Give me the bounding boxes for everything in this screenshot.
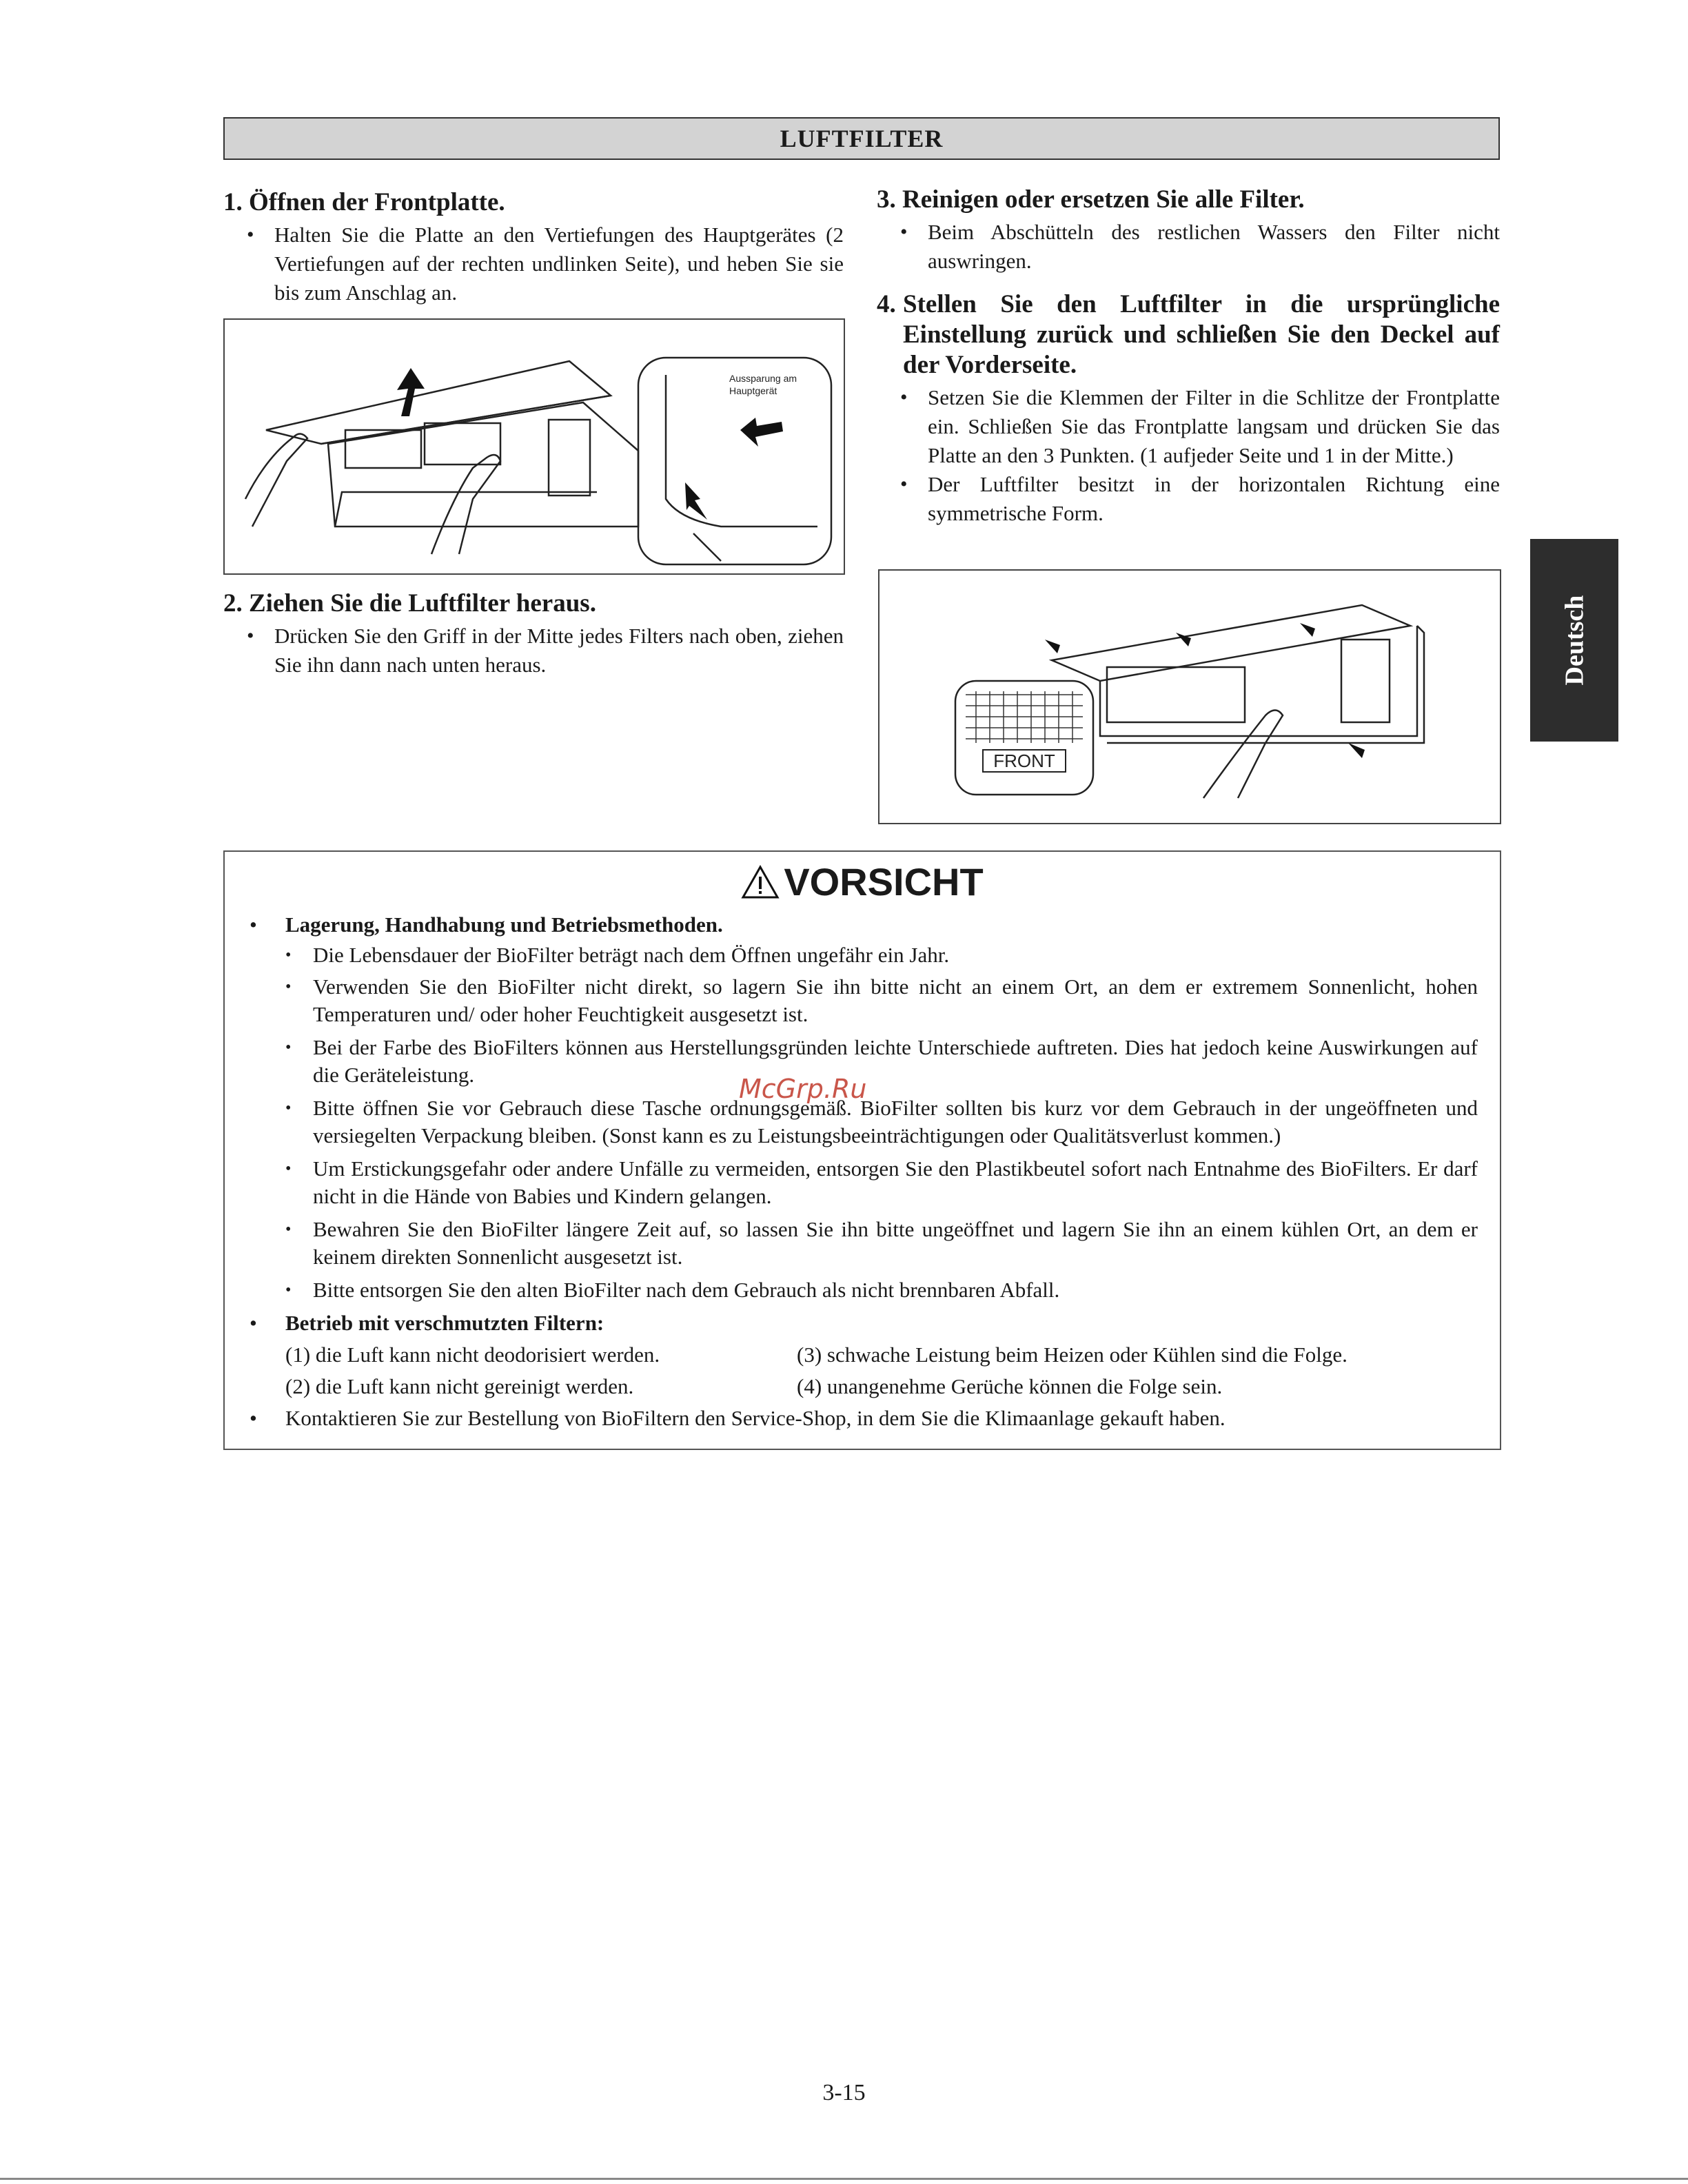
caution-box: VORSICHT • Lagerung, Handhabung und Betriebsmethoden. • Die Lebensdauer der BioFilter beträgt nach dem Öffnen ungefähr ein Jahr. • Verwenden Sie den BioFilter nicht direkt, so lagern Sie ihn bitte nicht an einem Ort, an dem er extremem Sonnenlicht, hohen Temperaturen und/ oder hoher Feuchtigkeit ausgesetzt ist. • Bei der Farbe des BioFilters können aus Herstellungsgründen leichte Unterschiede auftreten. Dies hat jedoch keine Auswirkungen auf die Geräteleistung. • Bitte öffnen Sie vor Gebrauch diese Tasche ordnungsgemäß. BioFilter sollten bis kurz vor dem Gebrauch in der ungeöffneten und versiegelten Verpackung bleiben. (Sonst kann es zu Leistungsbeeinträchtigungen oder Qualitätsverlust kommen.) • Um Erstickungsgefahr oder andere Unfälle zu vermeiden, entsorgen Sie den Plastikbeutel sofort nach Entnahme des BioFilters. Er darf nicht in die Hände von Babies und Kindern gelangen. • Bewahren Sie den BioFilter längere Zeit auf, so lassen Sie ihn bitte ungeöffnet und lagern Sie ihn an einem kühlen Ort, an dem er keinem direkten Sonnenlicht ausgesetzt ist. • Bitte entsorgen Sie den alten BioFilter nach dem Gebrauch als nicht brennbaren Abfall. • Betrieb mit verschmutzten Filtern: (1) die Luft kann nicht deodorisiert werden. (2) die Luft kann nicht gereinigt werden. (3) schwache Leistung beim Heizen oder Kühlen sind die Folge. (4) unangenehme Gerüche können die Folge sein. • Kontaktieren Sie zur Bestellung von BioFiltern den Service-Shop, in dem Sie die Klimaanlage gekauft haben. bbox=[223, 850, 1501, 1450]
figure-label-line2: Hauptgerät bbox=[729, 385, 777, 396]
section-2-title: 2. Ziehen Sie die Luftfilter heraus. bbox=[223, 589, 596, 618]
filter-insertion-illustration bbox=[879, 571, 1500, 823]
bullet: • Halten Sie die Platte an den Vertiefungen des Hauptgerätes (2 Vertiefungen auf der rechten undlinken Seite), und heben Sie sie bis zum Anschlag an. bbox=[223, 221, 844, 307]
bullet: • Beim Abschütteln des restlichen Wassers den Filter nicht auswringen. bbox=[877, 218, 1500, 276]
bullet: • Drücken Sie den Griff in der Mitte jedes Filters nach oben, ziehen Sie ihn dann nach unten heraus. bbox=[223, 622, 844, 680]
caution-sub-item: • Die Lebensdauer der BioFilter beträgt nach dem Öffnen ungefähr ein Jahr. bbox=[285, 943, 950, 967]
page-number: 3-15 bbox=[822, 2080, 866, 2105]
caution-sub-item: • Um Erstickungsgefahr oder andere Unfälle zu vermeiden, entsorgen Sie den Plastikbeutel sofort nach Entnahme des BioFilters. Er darf nicht in die Hände von Babies und Kindern gelangen. bbox=[285, 1156, 1478, 1208]
caution-sub-item: • Bitte entsorgen Sie den alten BioFilter nach dem Gebrauch als nicht brennbaren Abfall. bbox=[285, 1278, 1060, 1302]
front-label: FRONT bbox=[993, 751, 1055, 771]
section-2-bullets bbox=[223, 622, 844, 680]
language-tab: Deutsch bbox=[1530, 539, 1618, 742]
section-3 bbox=[877, 185, 1500, 276]
caution-effect-2: (2) die Luft kann nicht gereinigt werden. bbox=[285, 1374, 634, 1398]
caution-sub-item: • Verwenden Sie den BioFilter nicht direkt, so lagern Sie ihn bitte nicht an einem Ort, an dem er extremem Sonnenlicht, hohen Temperaturen und/ oder hoher Feuchtigkeit ausgesetzt ist. bbox=[285, 974, 1478, 1026]
caution-sub-item: • Bei der Farbe des BioFilters können aus Herstellungsgründen leichte Unterschiede auftreten. Dies hat jedoch keine Auswirkungen auf die Geräteleistung. bbox=[285, 1035, 1478, 1087]
section-4-title: 4. Stellen Sie den Luftfilter in die ursprüngliche Einstellung zurück und schließen Sie den Deckel auf der Vorderseite. bbox=[877, 290, 1500, 379]
caution-sub-item: • Bitte öffnen Sie vor Gebrauch diese Tasche ordnungsgemäß. BioFilter sollten bis kurz vor dem Gebrauch in der ungeöffneten und versiegelten Verpackung bleiben. (Sonst kann es zu Leistungsbeeinträchtigungen oder Qualitätsverlust kommen.) bbox=[285, 1096, 1478, 1147]
watermark: McGrp.Ru bbox=[739, 1074, 867, 1104]
caution-title: VORSICHT bbox=[225, 860, 1500, 904]
section-3-title: 3. Reinigen oder ersetzen Sie alle Filter. bbox=[877, 185, 1305, 214]
section-3-bullets bbox=[877, 218, 1500, 276]
caution-effect-1: (1) die Luft kann nicht deodorisiert werden. bbox=[285, 1343, 660, 1367]
figure-label-line1: Aussparung am bbox=[729, 373, 797, 384]
bottom-rule bbox=[0, 2178, 1688, 2180]
caution-sub-item: • Bewahren Sie den BioFilter längere Zeit auf, so lassen Sie ihn bitte ungeöffnet und lagern Sie ihn an einem kühlen Ort, an dem er keinem direkten Sonnenlicht ausgesetzt ist. bbox=[285, 1217, 1478, 1269]
section-2 bbox=[223, 589, 844, 680]
page-title: LUFTFILTER bbox=[780, 125, 944, 152]
section-4 bbox=[877, 289, 1500, 528]
section-4-bullets bbox=[877, 383, 1500, 528]
section-1-title: 1. Öffnen der Frontplatte. bbox=[223, 188, 505, 216]
figure-insert-filter bbox=[878, 569, 1501, 824]
caution-effect-3: (3) schwache Leistung beim Heizen oder Kühlen sind die Folge. bbox=[797, 1343, 1348, 1367]
warning-triangle-icon bbox=[741, 865, 780, 899]
section-1 bbox=[223, 187, 844, 307]
bullet: • Der Luftfilter besitzt in der horizontalen Richtung eine symmetrische Form. bbox=[877, 470, 1500, 528]
page-header bbox=[223, 117, 1500, 160]
section-1-bullets bbox=[223, 221, 844, 307]
caution-effect-4: (4) unangenehme Gerüche können die Folge sein. bbox=[797, 1374, 1223, 1398]
air-conditioner-open-illustration bbox=[225, 320, 844, 573]
figure-open-front-panel bbox=[223, 318, 845, 575]
bullet: • Setzen Sie die Klemmen der Filter in die Schlitze der Frontplatte ein. Schließen Sie das Frontplatte langsam und drücken Sie das Platte an den 3 Punkten. (1 aufjeder Seite und 1 in der Mitte.) bbox=[877, 383, 1500, 470]
